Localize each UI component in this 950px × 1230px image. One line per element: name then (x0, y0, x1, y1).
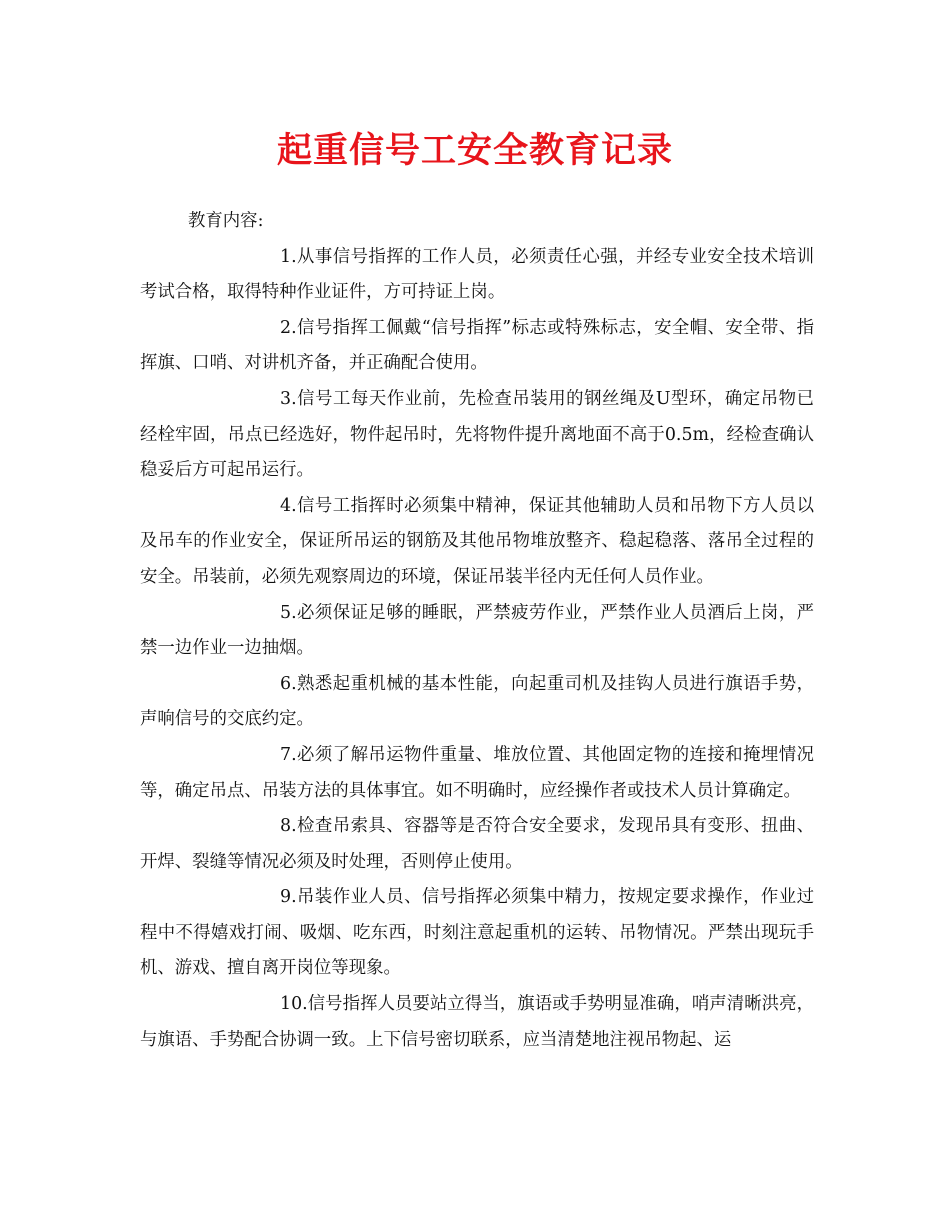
rule-item-7: 7.必须了解吊运物件重量、堆放位置、其他固定物的连接和掩埋情况等，确定吊点、吊装方法的具体事宜。如不明确时，应经操作者或技术人员计算确定。 (140, 744, 814, 801)
rule-item-1: 1.从事信号指挥的工作人员，必须责任心强，并经专业安全技术培训考试合格，取得特种作业证件，方可持证上岗。 (140, 246, 814, 303)
rule-item-5: 5.必须保证足够的睡眠，严禁疲劳作业，严禁作业人员酒后上岗，严禁一边作业一边抽烟。 (140, 602, 814, 659)
rule-item-3: 3.信号工每天作业前，先检查吊装用的钢丝绳及U型环，确定吊物已经栓牢固，吊点已经选好，物件起吊时，先将物件提升离地面不高于0.5m，经检查确认稳妥后方可起吊运行。 (140, 388, 814, 481)
rule-item-2: 2.信号指挥工佩戴“信号指挥”标志或特殊标志，安全帽、安全带、指挥旗、口哨、对讲机齐备，并正确配合使用。 (140, 317, 814, 374)
rule-item-4: 4.信号工指挥时必须集中精神，保证其他辅助人员和吊物下方人员以及吊车的作业安全，保证所吊运的钢筋及其他吊物堆放整齐、稳起稳落、落吊全过程的安全。吊装前，必须先观察周边的环境，保证吊装半径内无任何人员作业。 (140, 495, 814, 587)
rule-item-6: 6.熟悉起重机械的基本性能，向起重司机及挂钩人员进行旗语手势，声响信号的交底约定。 (140, 673, 814, 730)
intro-label: 教育内容: (188, 211, 264, 231)
rule-item-10: 10.信号指挥人员要站立得当，旗语或手势明显准确，哨声清晰洪亮，与旗语、手势配合协调一致。上下信号密切联系，应当清楚地注视吊物起、运 (140, 994, 814, 1050)
document-body (140, 204, 814, 1058)
rule-item-9: 9.吊装作业人员、信号指挥必须集中精力，按规定要求操作，作业过程中不得嬉戏打闹、吸烟、吃东西，时刻注意起重机的运转、吊物情况。严禁出现玩手机、游戏、擅自离开岗位等现象。 (140, 887, 814, 979)
document-title: 起重信号工安全教育记录 (276, 130, 673, 171)
rule-item-8: 8.检查吊索具、容器等是否符合安全要求，发现吊具有变形、扭曲、开焊、裂缝等情况必须及时处理，否则停止使用。 (140, 816, 814, 872)
